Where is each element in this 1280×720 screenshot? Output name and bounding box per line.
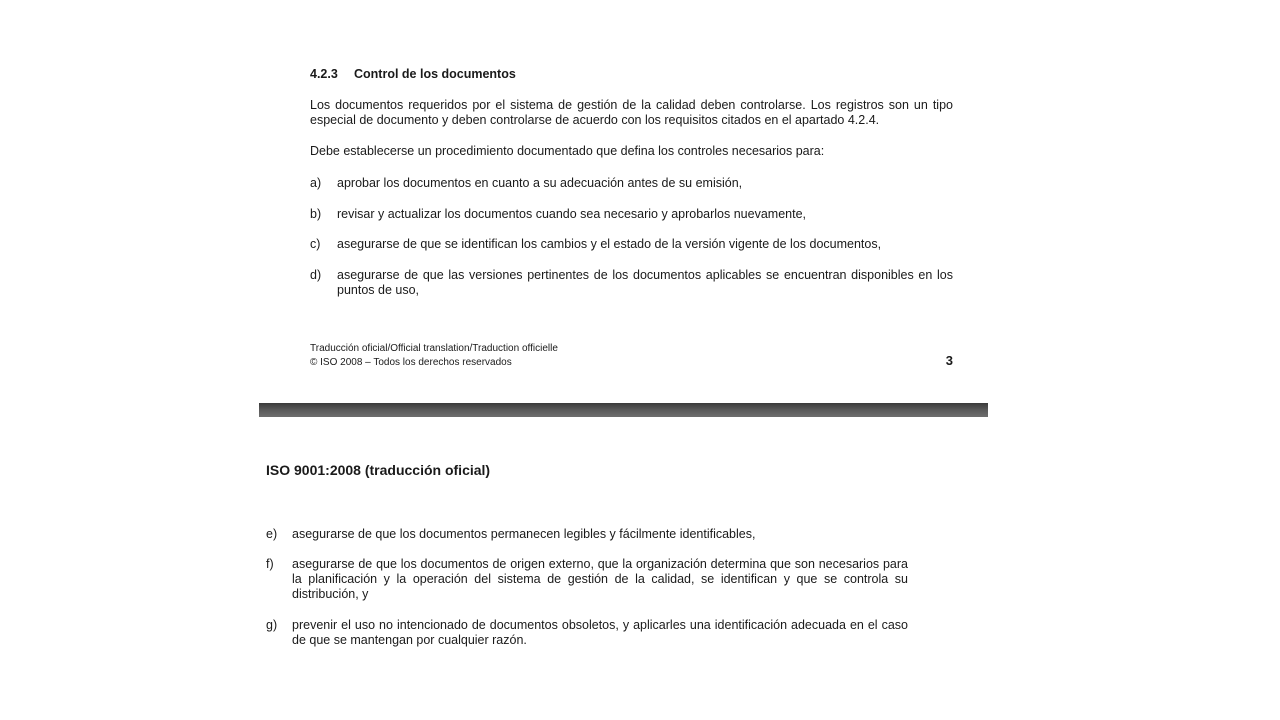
footer-translation-note: Traducción oficial/Official translation/Traduction officielle xyxy=(310,343,558,354)
list-item-label: d) xyxy=(310,268,322,282)
list-item-text: aprobar los documentos en cuanto a su adecuación antes de su emisión, xyxy=(337,176,743,190)
list-item-text: asegurarse de que las versiones pertinentes de los documentos aplicables se encuentran disponibles en los puntos de uso, xyxy=(337,268,953,297)
section-heading xyxy=(310,67,516,81)
list-item-text: revisar y actualizar los documentos cuando sea necesario y aprobarlos nuevamente, xyxy=(337,207,807,221)
paragraph-procedure: Debe establecerse un procedimiento documentado que defina los controles necesarios para: xyxy=(310,144,825,158)
list-item-label: b) xyxy=(310,207,322,221)
paragraph-intro: Los documentos requeridos por el sistema de gestión de la calidad deben controlarse. Los registros son un tipo especial de documento y deben controlarse de acuerdo con los requisitos citados en el apartado 4.2.4. xyxy=(310,98,953,127)
list-item-label: a) xyxy=(310,176,322,190)
page-number: 3 xyxy=(945,353,953,368)
page-footer xyxy=(310,342,558,370)
list-item-label: c) xyxy=(310,237,321,251)
list-item-label: e) xyxy=(266,527,278,541)
list-item-text: asegurarse de que los documentos de origen externo, que la organización determina que son necesarios para la planificación y la operación del sistema de gestión de la calidad, se identifican y que se controla su distribución, y xyxy=(292,557,908,601)
list-item-label: f) xyxy=(266,557,274,571)
footer-copyright: © ISO 2008 – Todos los derechos reservados xyxy=(310,357,512,368)
page-divider xyxy=(259,403,988,417)
document-page-bottom xyxy=(266,417,908,717)
section-title: Control de los documentos xyxy=(354,67,516,81)
section-number: 4.2.3 xyxy=(310,67,338,81)
list-item-text: asegurarse de que los documentos permanecen legibles y fácilmente identificables, xyxy=(292,527,756,541)
running-header: ISO 9001:2008 (traducción oficial) xyxy=(266,462,491,478)
document-page-top xyxy=(310,0,953,400)
list-item-label: g) xyxy=(266,618,278,632)
list-item-text: prevenir el uso no intencionado de documentos obsoletos, y aplicarles una identificación adecuada en el caso de que se mantengan por cualquier razón. xyxy=(292,618,908,647)
list-item-text: asegurarse de que se identifican los cambios y el estado de la versión vigente de los documentos, xyxy=(337,237,882,251)
